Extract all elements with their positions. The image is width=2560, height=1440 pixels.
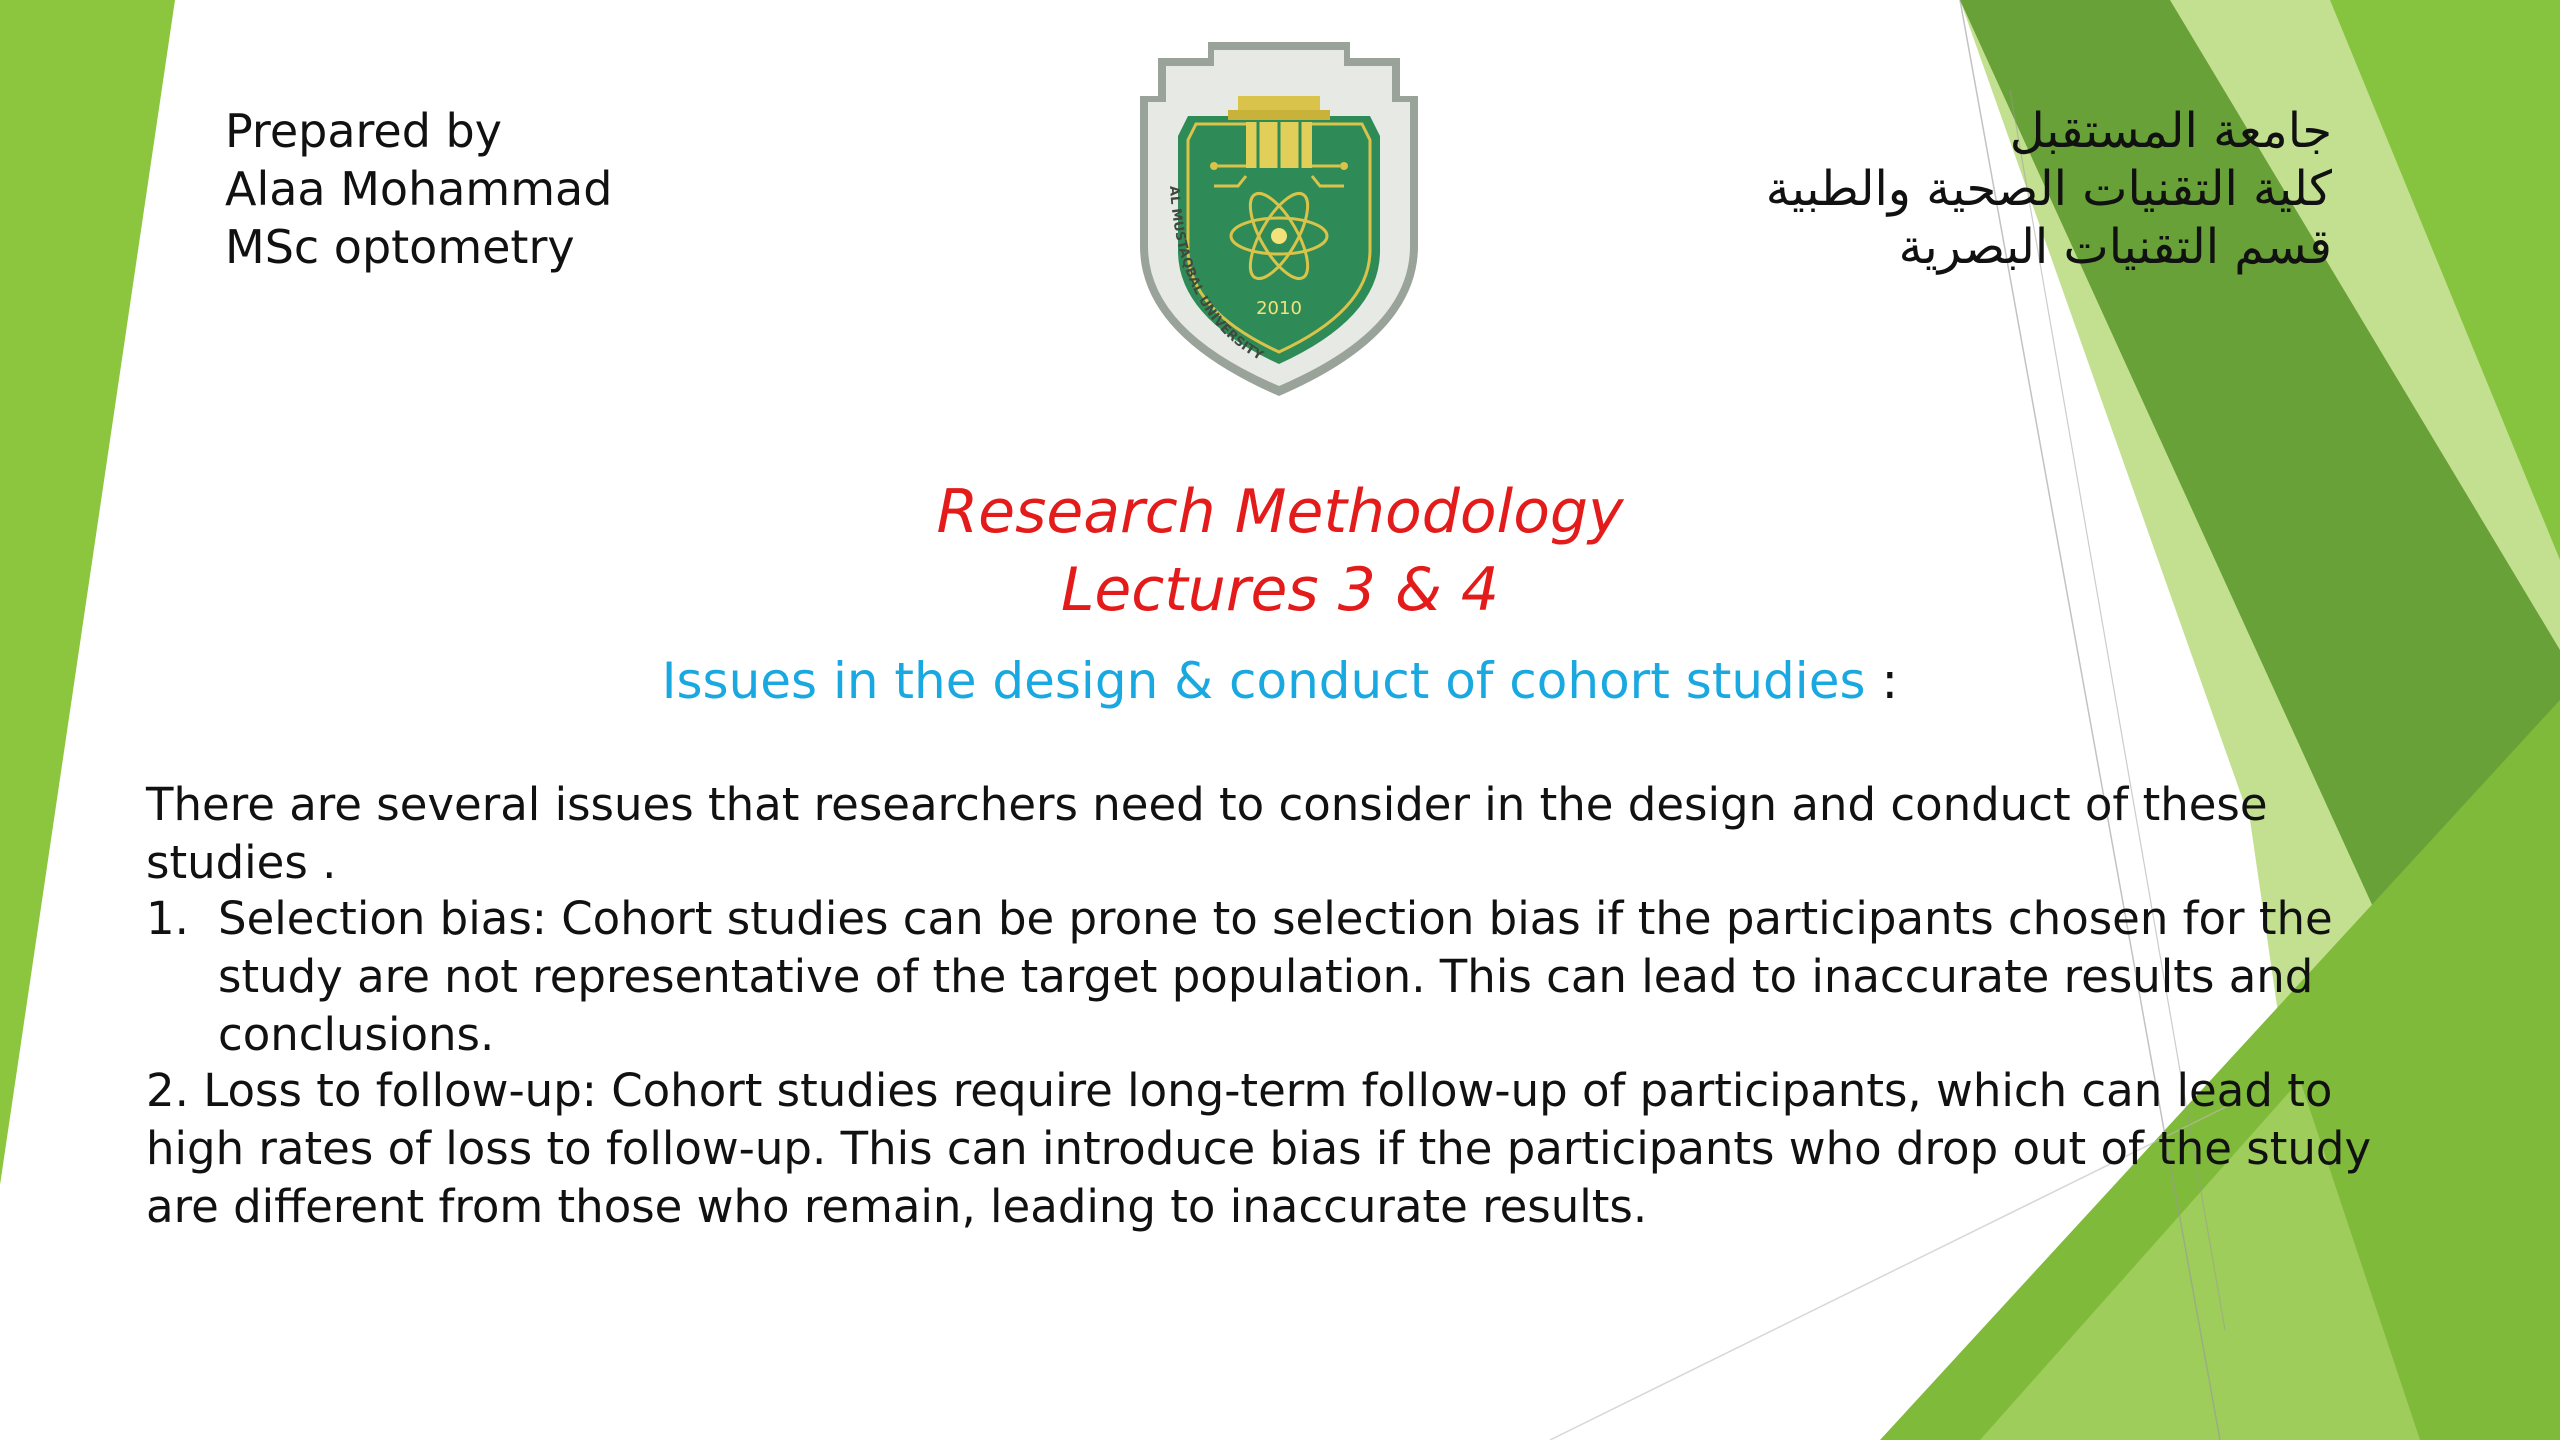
college-name: كلية التقنيات الصحية والطبية bbox=[1765, 161, 2332, 217]
list-item-number: 1. bbox=[146, 892, 189, 945]
title-line-1: Research Methodology bbox=[936, 477, 1624, 547]
author-degree: MSc optometry bbox=[225, 220, 575, 274]
title-line-2: Lectures 3 & 4 bbox=[1060, 555, 1500, 625]
prepared-by-label: Prepared by bbox=[225, 104, 502, 158]
list-item-text: Selection bias: Cohort studies can be prone to selection bias if the participants chosen for the study are not representative of the target population. This can lead to inaccurate results and conclusions. bbox=[218, 892, 2333, 1061]
author-name: Alaa Mohammad bbox=[225, 162, 613, 216]
university-crest-icon bbox=[1118, 36, 1440, 402]
logo-ring-text: AL MUSTAQBAL UNIVERSITY bbox=[1165, 185, 1266, 364]
institution-block bbox=[1766, 102, 2332, 276]
department-name: قسم التقنيات البصرية bbox=[1898, 219, 2332, 275]
logo-year: 2010 bbox=[1256, 298, 1302, 319]
subtitle-text: Issues in the design & conduct of cohort studies bbox=[661, 652, 1866, 710]
prepared-by-block bbox=[225, 102, 612, 276]
subtitle bbox=[0, 650, 2560, 712]
subtitle-colon: : bbox=[1881, 652, 1899, 710]
paragraph-loss-to-follow-up: 2. Loss to follow-up: Cohort studies require long-term follow-up of participants, which can lead to high rates of loss to follow-up. This can introduce bias if the participants who drop out of the study are different from those who remain, leading to inaccurate results. bbox=[146, 1064, 2372, 1233]
university-name: جامعة المستقبل bbox=[2009, 103, 2332, 159]
intro-paragraph: There are several issues that researchers need to consider in the design and conduct of these studies . bbox=[146, 778, 2268, 889]
